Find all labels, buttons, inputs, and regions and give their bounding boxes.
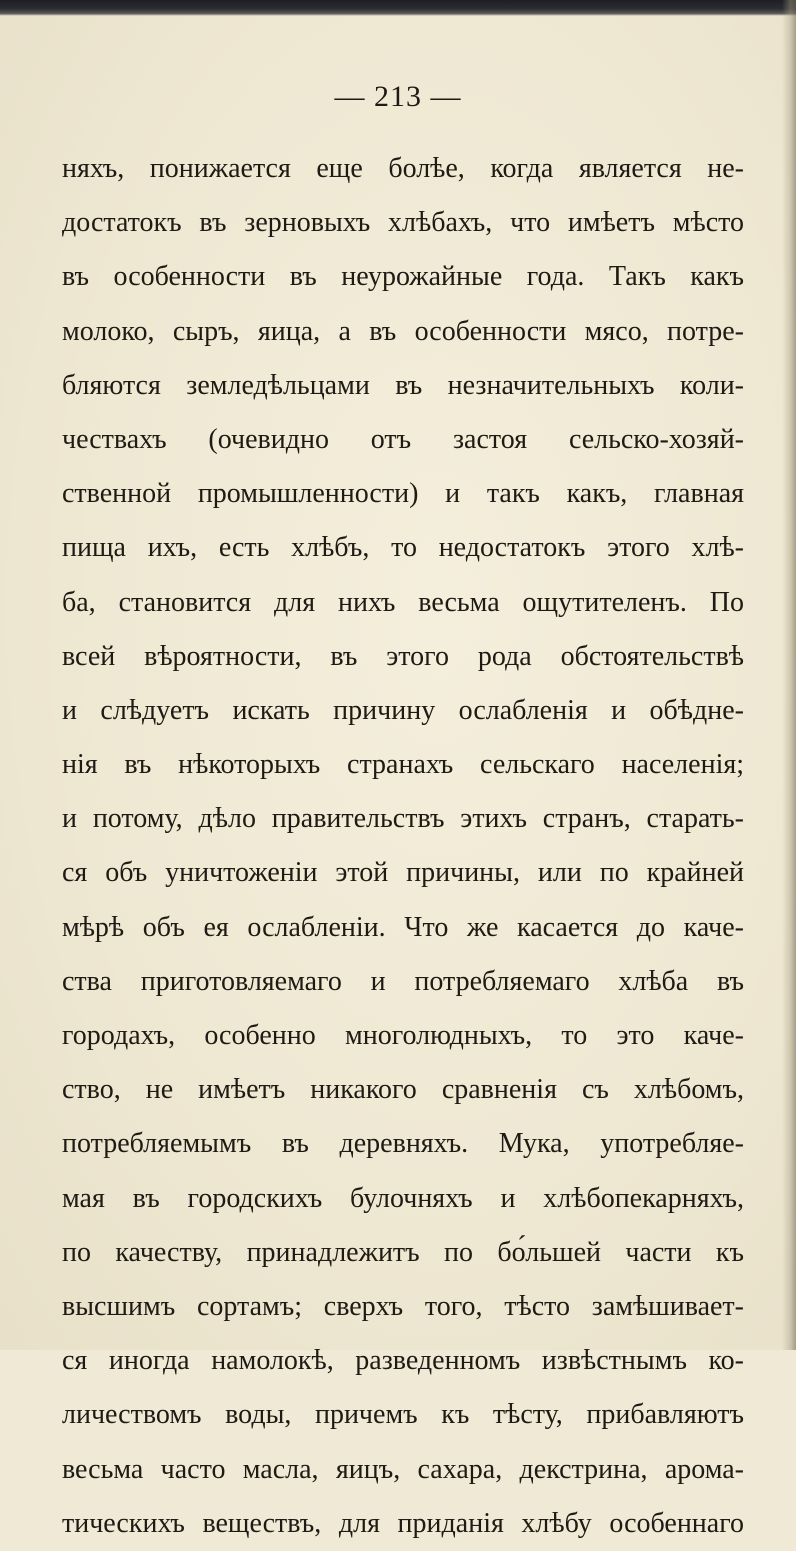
page-edge-shadow [782,0,796,1350]
text-line: личествомъ воды, причемъ къ тѣсту, прибавляютъ [62,1399,744,1431]
text-line: молоко, сыръ, яица, а въ особенности мясо, потре- [62,315,744,347]
body-text [62,142,744,1551]
text-line: ся иногда намолокѣ, разведенномъ извѣстнымъ ко- [62,1345,744,1377]
text-line: высшимъ сортамъ; сверхъ того, тѣсто замѣшивает- [62,1290,744,1322]
text-line: въ особенности въ неурожайные года. Такъ какъ [62,261,744,293]
text-line: ственной промышленности) и такъ какъ, главная [62,478,744,510]
text-line: бляются земледѣльцами въ незначительныхъ коли- [62,369,744,401]
scan-top-edge [0,0,796,16]
text-line: нія въ нѣкоторыхъ странахъ сельскаго населенія; [62,749,744,781]
page-number: — 213 — [334,80,462,113]
text-line: ства приготовляемаго и потребляемаго хлѣба въ [62,965,744,997]
text-line: весьма часто масла, яицъ, сахара, декстрина, арома- [62,1453,744,1485]
text-line: и потому, дѣло правительствъ этихъ странъ, старать- [62,803,744,835]
text-line: по качеству, принадлежитъ по бо́льшей части къ [62,1236,744,1268]
text-line: мѣрѣ объ ея ослабленіи. Что же касается до каче- [62,911,744,943]
text-line: ство, не имѣетъ никакого сравненія съ хлѣбомъ, [62,1074,744,1106]
text-line: пища ихъ, есть хлѣбъ, то недостатокъ этого хлѣ- [62,532,744,564]
text-line: всей вѣроятности, въ этого рода обстоятельствѣ [62,640,744,672]
text-line: ся объ уничтоженіи этой причины, или по крайней [62,857,744,889]
text-line: тическихъ веществъ, для приданія хлѣбу особеннаго [62,1507,744,1539]
text-line: и слѣдуетъ искать причину ослабленія и обѣдне- [62,694,744,726]
text-line: чествахъ (очевидно отъ застоя сельско-хозяй- [62,423,744,455]
text-line: няхъ, понижается еще болѣе, когда является не- [62,153,744,184]
text-line: потребляемымъ въ деревняхъ. Мука, употребляе- [62,1128,744,1160]
text-line: городахъ, особенно многолюдныхъ, то это каче- [62,1020,744,1051]
text-line: мая въ городскихъ булочняхъ и хлѣбопекарняхъ, [62,1182,744,1214]
text-line: достатокъ въ зерновыхъ хлѣбахъ, что имѣетъ мѣсто [62,207,744,239]
text-line: ба, становится для нихъ весьма ощутителенъ. По [62,586,744,618]
